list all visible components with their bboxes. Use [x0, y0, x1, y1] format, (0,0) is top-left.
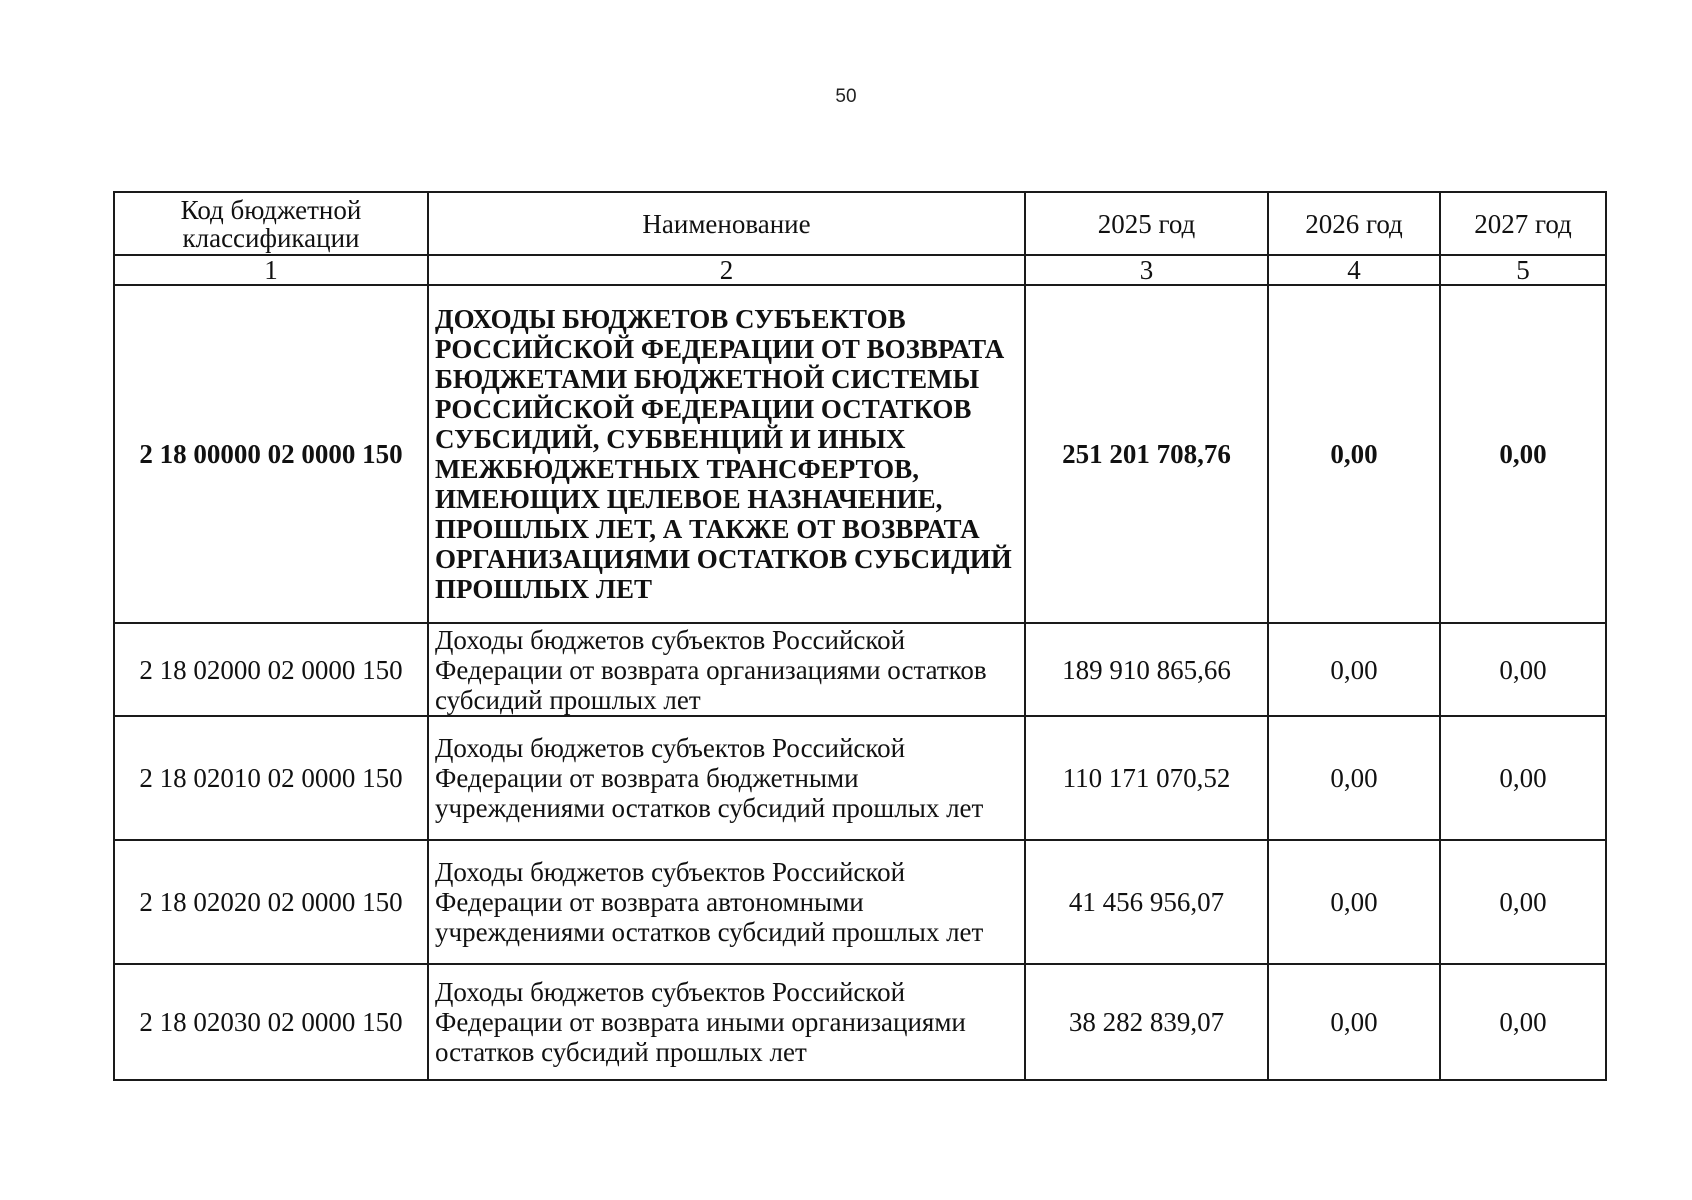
column-number-row [114, 255, 1606, 285]
amount-2027: 0,00 [1440, 716, 1606, 840]
budget-code: 2 18 00000 02 0000 150 [114, 285, 428, 623]
budget-code: 2 18 02030 02 0000 150 [114, 964, 428, 1080]
revenue-name: ДОХОДЫ БЮДЖЕТОВ СУБЪЕКТОВ РОССИЙСКОЙ ФЕДЕРАЦИИ ОТ ВОЗВРАТА БЮДЖЕТАМИ БЮДЖЕТНОЙ СИСТЕМЫ РОССИЙСКОЙ ФЕДЕРАЦИИ ОСТАТКОВ СУБСИДИЙ, СУБВЕНЦИЙ И ИНЫХ МЕЖБЮДЖЕТНЫХ ТРАНСФЕРТОВ, ИМЕЮЩИХ ЦЕЛЕВОЕ НАЗНАЧЕНИЕ, ПРОШЛЫХ ЛЕТ, А ТАКЖЕ ОТ ВОЗВРАТА ОРГАНИЗАЦИЯМИ ОСТАТКОВ СУБСИДИЙ ПРОШЛЫХ ЛЕТ [428, 285, 1025, 623]
column-number: 3 [1025, 255, 1268, 285]
amount-2026: 0,00 [1268, 623, 1440, 716]
amount-2025: 38 282 839,07 [1025, 964, 1268, 1080]
column-number: 1 [114, 255, 428, 285]
table-row [114, 623, 1606, 716]
header-code: Код бюджетной классификации [114, 192, 428, 255]
amount-2025: 41 456 956,07 [1025, 840, 1268, 964]
budget-revenue-table [113, 191, 1607, 1081]
amount-2025: 251 201 708,76 [1025, 285, 1268, 623]
revenue-name: Доходы бюджетов субъектов Российской Федерации от возврата организациями остатков субсидий прошлых лет [428, 623, 1025, 716]
amount-2027: 0,00 [1440, 285, 1606, 623]
table-row [114, 964, 1606, 1080]
table-row [114, 716, 1606, 840]
table-row [114, 285, 1606, 623]
revenue-name: Доходы бюджетов субъектов Российской Федерации от возврата бюджетными учреждениями остатков субсидий прошлых лет [428, 716, 1025, 840]
budget-code: 2 18 02010 02 0000 150 [114, 716, 428, 840]
column-number: 5 [1440, 255, 1606, 285]
amount-2027: 0,00 [1440, 964, 1606, 1080]
revenue-name: Доходы бюджетов субъектов Российской Федерации от возврата автономными учреждениями остатков субсидий прошлых лет [428, 840, 1025, 964]
column-number: 4 [1268, 255, 1440, 285]
header-2025: 2025 год [1025, 192, 1268, 255]
amount-2026: 0,00 [1268, 964, 1440, 1080]
amount-2026: 0,00 [1268, 285, 1440, 623]
budget-code: 2 18 02000 02 0000 150 [114, 623, 428, 716]
amount-2027: 0,00 [1440, 623, 1606, 716]
amount-2025: 110 171 070,52 [1025, 716, 1268, 840]
page-number: 50 [835, 86, 857, 107]
header-2027: 2027 год [1440, 192, 1606, 255]
amount-2026: 0,00 [1268, 716, 1440, 840]
revenue-name: Доходы бюджетов субъектов Российской Федерации от возврата иными организациями остатков субсидий прошлых лет [428, 964, 1025, 1080]
table-row [114, 840, 1606, 964]
column-number: 2 [428, 255, 1025, 285]
amount-2025: 189 910 865,66 [1025, 623, 1268, 716]
table-header-row [114, 192, 1606, 255]
header-2026: 2026 год [1268, 192, 1440, 255]
budget-code: 2 18 02020 02 0000 150 [114, 840, 428, 964]
amount-2027: 0,00 [1440, 840, 1606, 964]
header-name: Наименование [428, 192, 1025, 255]
amount-2026: 0,00 [1268, 840, 1440, 964]
